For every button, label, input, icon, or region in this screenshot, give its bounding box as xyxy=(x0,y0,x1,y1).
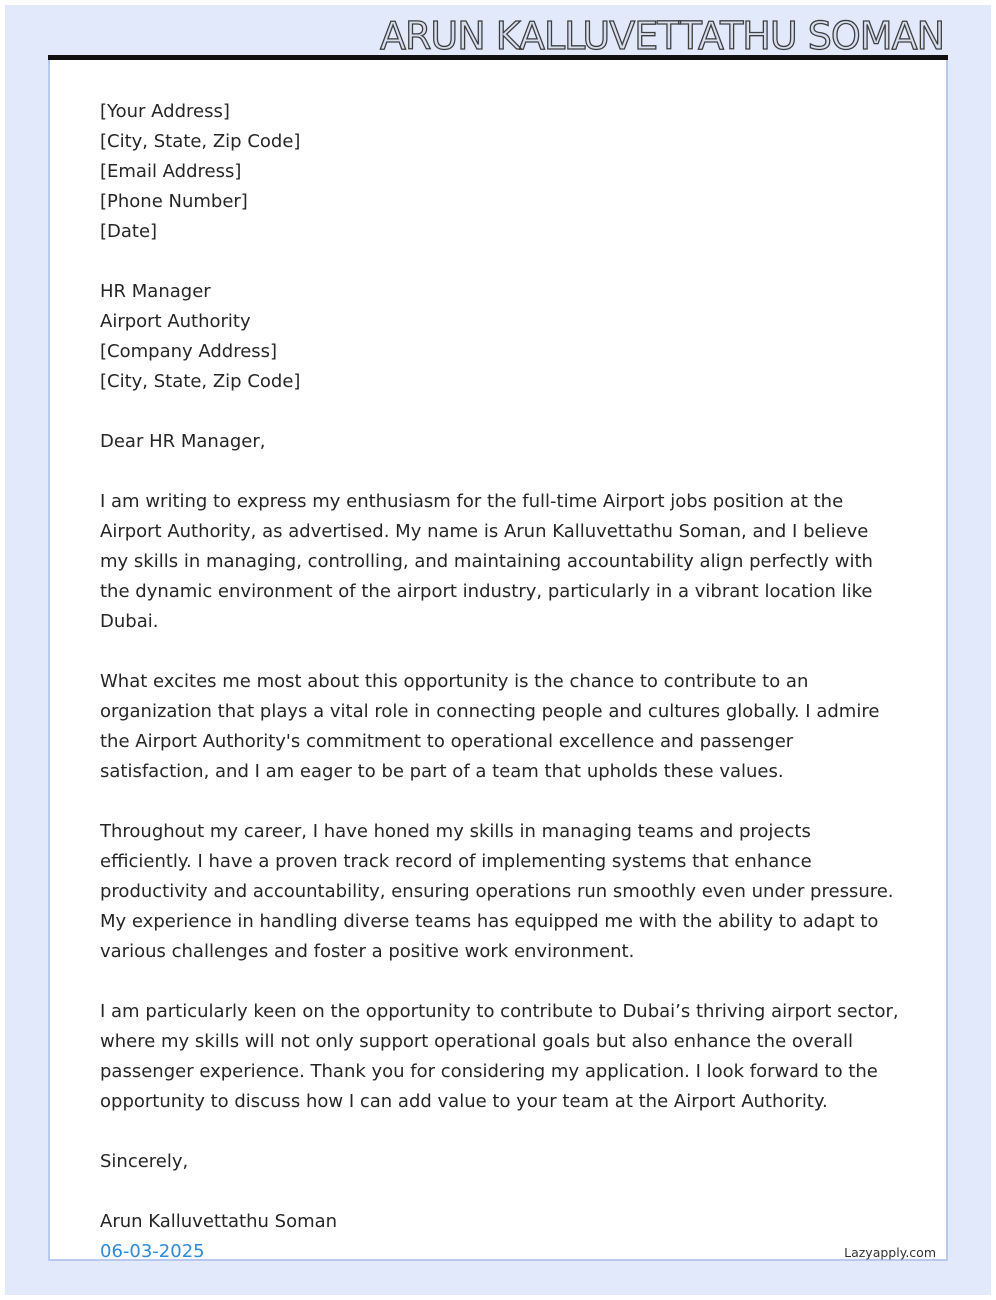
sender-phone: [Phone Number] xyxy=(100,191,248,212)
letter-content xyxy=(100,97,900,1267)
recipient-address: [Company Address] xyxy=(100,341,278,362)
signature-name: Arun Kalluvettathu Soman xyxy=(100,1211,338,1232)
body-paragraph-3: Throughout my career, I have honed my skills in managing teams and projects efficiently. I have a proven track record of implementing systems that enhance productivity and accountability, ensuring operations run smoothly even under pressure. My experience in handling diverse teams has equipped me with the ability to adapt to various challenges and foster a positive work environment. xyxy=(100,821,894,962)
recipient-company: Airport Authority xyxy=(100,311,251,332)
letter-date: 06-03-2025 xyxy=(100,1241,205,1262)
sender-address: [Your Address] xyxy=(100,101,230,122)
sender-email: [Email Address] xyxy=(100,161,242,182)
recipient-city: [City, State, Zip Code] xyxy=(100,371,301,392)
applicant-name-heading: ARUN KALLUVETTATHU SOMAN xyxy=(380,14,944,58)
body-paragraph-4: I am particularly keen on the opportunity to contribute to Dubai’s thriving airport sector, where my skills will not only support operational goals but also enhance the overall passenger experience. Thank you for considering my application. I look forward to the opportunity to discuss how I can add value to your team at the Airport Authority. xyxy=(100,1001,899,1112)
salutation: Dear HR Manager, xyxy=(100,431,266,452)
footer-watermark: Lazyapply.com xyxy=(844,1245,936,1260)
body-paragraph-2: What excites me most about this opportunity is the chance to contribute to an organization that plays a vital role in connecting people and cultures globally. I admire the Airport Authority's commitment to operational excellence and passenger satisfaction, and I am eager to be part of a team that upholds these values. xyxy=(100,671,880,782)
sender-city: [City, State, Zip Code] xyxy=(100,131,301,152)
closing: Sincerely, xyxy=(100,1151,189,1172)
sender-date: [Date] xyxy=(100,221,158,242)
body-paragraph-1: I am writing to express my enthusiasm for the full-time Airport jobs position at the Airport Authority, as advertised. My name is Arun Kalluvettathu Soman, and I believe my skills in managing, controlling, and maintaining accountability align perfectly with the dynamic environment of the airport industry, particularly in a vibrant location like Dubai. xyxy=(100,491,873,632)
recipient-title: HR Manager xyxy=(100,281,211,302)
